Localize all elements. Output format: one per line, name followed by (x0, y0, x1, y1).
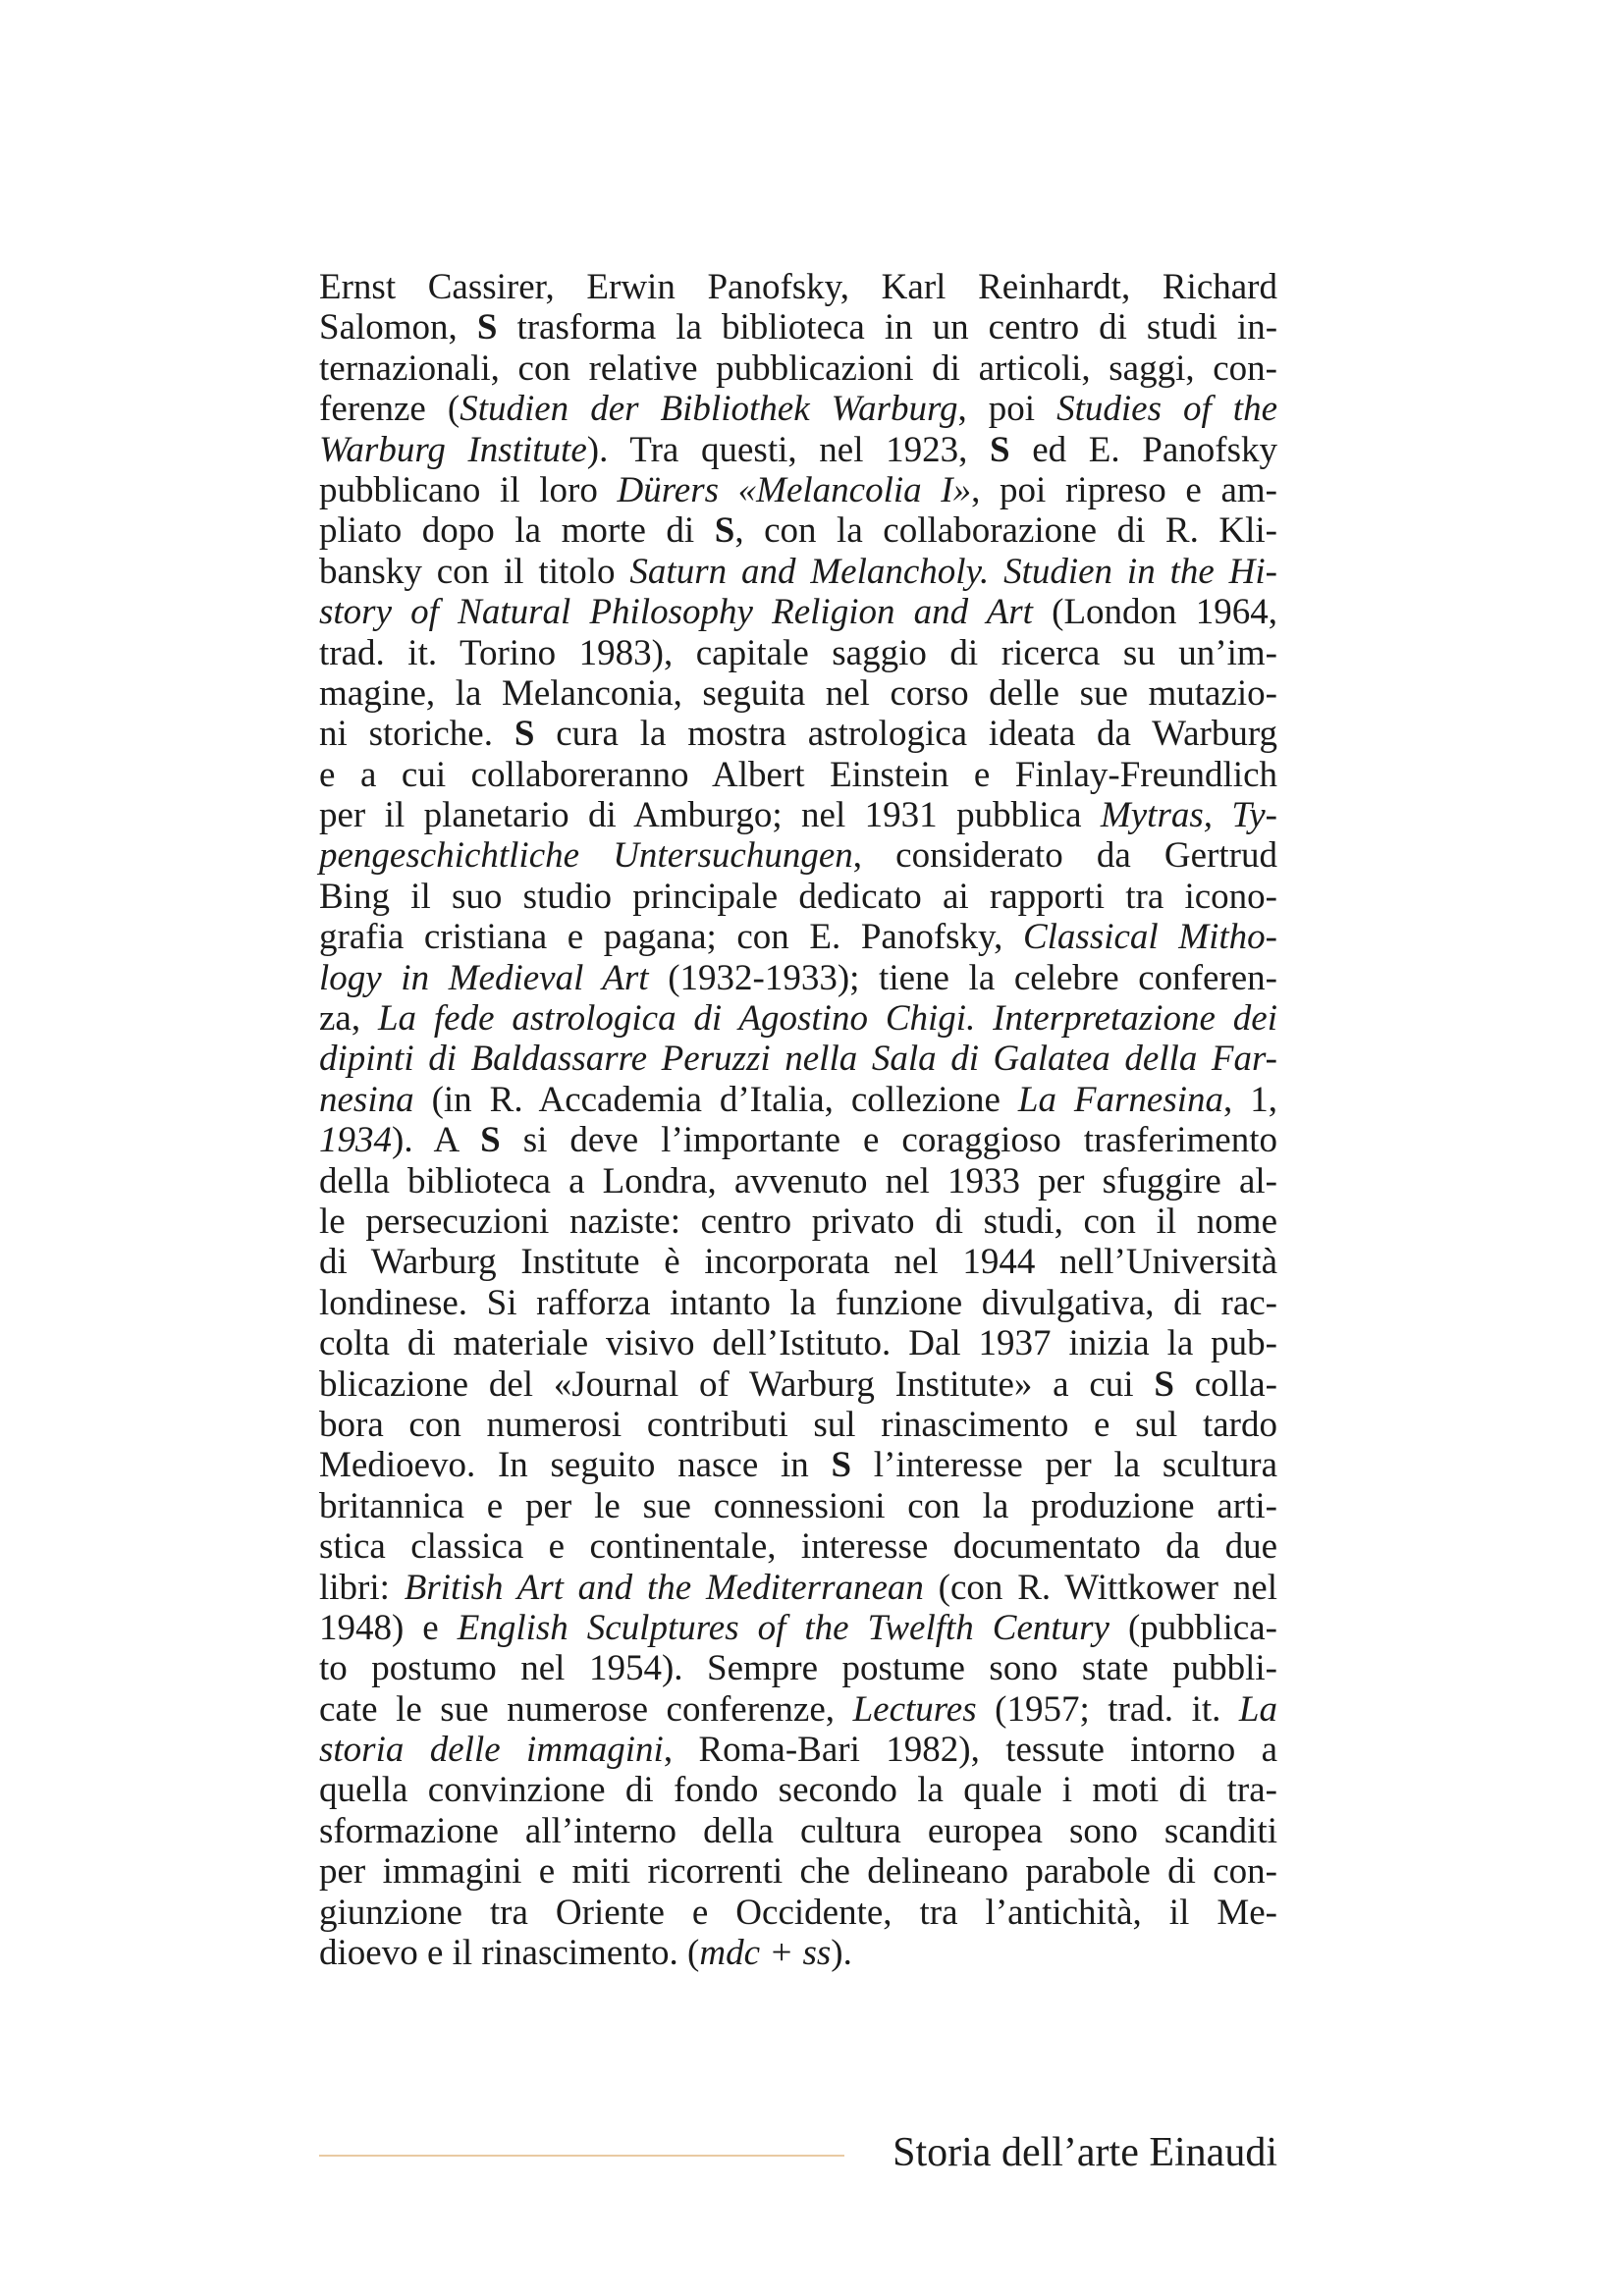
text-segment: , con la collaborazione di R. Kli- (734, 510, 1277, 552)
text-line (319, 633, 1277, 673)
text-line (319, 755, 1277, 795)
text-segment: (in R. Accademia d’Italia, collezione (413, 1079, 1018, 1120)
text-segment: , Roma-Bari 1982), tessute intorno a (663, 1730, 1278, 1771)
italic-text: pengeschichtliche Untersuchungen (319, 835, 853, 877)
text-line (319, 348, 1277, 389)
text-line (319, 1689, 1277, 1730)
text-line (319, 1933, 1277, 1973)
text-segment: ). A (392, 1120, 481, 1161)
text-line (319, 835, 1277, 876)
text-line (319, 1445, 1277, 1485)
text-segment: ni storiche. (319, 714, 514, 755)
text-segment: si deve l’importante e coraggioso trasferimento (500, 1120, 1277, 1161)
text-segment: giunzione tra Oriente e Occidente, tra l’antichità, il Me- (319, 1892, 1277, 1933)
italic-text: story of Natural Philosophy Religion and Art (319, 592, 1033, 633)
text-segment: , considerato da Gertrud (852, 835, 1277, 877)
text-line (319, 958, 1277, 998)
text-line (319, 1893, 1277, 1933)
italic-text: Studies of the (1056, 389, 1278, 430)
footer-title: Storia dell’arte Einaudi (893, 2130, 1277, 2175)
text-line (319, 1120, 1277, 1160)
text-segment: di Warburg Institute è incorporata nel 1944 nell’Università (319, 1242, 1277, 1283)
text-line (319, 592, 1277, 632)
text-line (319, 1201, 1277, 1242)
text-segment: , poi (957, 389, 1057, 430)
text-segment: dioevo e il rinascimento. ( (319, 1933, 700, 1974)
text-line (319, 470, 1277, 510)
text-segment: della biblioteca a Londra, avvenuto nel 1933 per sfuggire al- (319, 1160, 1277, 1201)
italic-text: British Art and the Mediterranean (404, 1567, 924, 1608)
text-line (319, 1648, 1277, 1688)
text-segment: (con R. Wittkower nel (923, 1567, 1277, 1608)
text-line (319, 1770, 1277, 1810)
italic-text: Saturn and Melancholy. Studien in the Hi- (629, 551, 1277, 592)
text-segment: stica classica e continentale, interesse documentato da due (319, 1526, 1277, 1568)
bold-text: S (990, 429, 1010, 470)
text-line (319, 1851, 1277, 1892)
text-segment: l’interesse per la scultura (851, 1445, 1277, 1486)
text-segment: (pubblica- (1109, 1607, 1277, 1648)
italic-text: Dürers «Melancolia I» (617, 469, 972, 510)
text-line (319, 1730, 1277, 1770)
text-segment: trasforma la biblioteca in un centro di studi in- (497, 307, 1278, 348)
italic-text: Studien der Bibliothek Warburg (460, 389, 958, 430)
text-segment: sformazione all’interno della cultura europea sono scanditi (319, 1810, 1277, 1851)
text-segment: Salomon, (319, 307, 477, 348)
text-line (319, 1323, 1277, 1363)
text-segment: 1948) e (319, 1607, 458, 1648)
text-segment: libri: (319, 1567, 405, 1608)
text-segment: Ernst Cassirer, Erwin Panofsky, Karl Reinhardt, Richard (319, 267, 1277, 307)
text-line (319, 267, 1277, 307)
text-line (319, 510, 1277, 551)
text-segment: Medioevo. In seguito nasce in (319, 1445, 832, 1486)
text-segment: pliato dopo la morte di (319, 510, 715, 552)
text-segment: za, (319, 998, 378, 1040)
text-segment: ). (831, 1933, 852, 1974)
text-line (319, 1568, 1277, 1608)
text-segment: bansky con il titolo (319, 551, 630, 592)
text-line (319, 714, 1277, 754)
text-segment: ed E. Panofsky (1009, 429, 1277, 470)
text-line (319, 1608, 1277, 1648)
italic-text: Lectures (852, 1688, 977, 1730)
text-segment: to postumo nel 1954). Sempre postume sono state pubbli- (319, 1648, 1277, 1689)
text-line (319, 430, 1277, 470)
text-line (319, 877, 1277, 917)
text-line (319, 1161, 1277, 1201)
italic-text: La (1238, 1688, 1277, 1730)
text-segment: (1932-1933); tiene la celebre conferen- (648, 957, 1277, 998)
text-segment: cate le sue numerose conferenze, (319, 1688, 853, 1730)
text-segment: Bing il suo studio principale dedicato ai rapporti tra icono- (319, 876, 1277, 917)
text-segment: ferenze ( (319, 389, 460, 430)
text-line (319, 552, 1277, 592)
text-line (319, 1283, 1277, 1323)
text-line (319, 795, 1277, 835)
text-segment: colla- (1173, 1363, 1277, 1405)
text-line (319, 1242, 1277, 1282)
text-segment: bora con numerosi contributi sul rinascimento e sul tardo (319, 1404, 1277, 1445)
italic-text: logy in Medieval Art (319, 957, 649, 998)
text-segment: per il planetario di Amburgo; nel 1931 pubblica (319, 795, 1101, 836)
body-text (319, 267, 1277, 1973)
text-line (319, 1039, 1277, 1079)
text-segment: quella convinzione di fondo secondo la quale i moti di tra- (319, 1770, 1277, 1811)
text-segment: blicazione del «Journal of Warburg Institute» a cui (319, 1363, 1155, 1405)
text-segment: le persecuzioni naziste: centro privato di studi, con il nome (319, 1201, 1277, 1242)
italic-text: Mytras, Ty- (1100, 795, 1277, 836)
text-line (319, 1811, 1277, 1851)
italic-text: La Farnesina (1017, 1079, 1224, 1120)
footer-rule (319, 2155, 844, 2157)
italic-text: mdc + ss (699, 1933, 832, 1974)
italic-text: Warburg Institute (319, 429, 587, 470)
text-line (319, 1364, 1277, 1405)
bold-text: S (480, 1120, 501, 1161)
text-segment: , poi ripreso e am- (971, 469, 1277, 510)
italic-text: La fede astrologica di Agostino Chigi. Interpretazione dei (377, 998, 1277, 1040)
text-line (319, 1486, 1277, 1526)
text-segment: grafia cristiana e pagana; con E. Panofsky, (319, 917, 1023, 958)
text-line (319, 307, 1277, 347)
text-segment: britannica e per le sue connessioni con la produzione arti- (319, 1485, 1277, 1526)
italic-text: nesina (319, 1079, 414, 1120)
text-segment: per immagini e miti ricorrenti che delineano parabole di con- (319, 1851, 1277, 1893)
bold-text: S (476, 307, 498, 348)
italic-text: dipinti di Baldassarre Peruzzi nella Sala di Galatea della Far- (319, 1039, 1277, 1080)
text-line (319, 1526, 1277, 1567)
italic-text: 1934 (319, 1120, 392, 1161)
text-segment: ternazionali, con relative pubblicazioni di articoli, saggi, con- (319, 347, 1277, 389)
italic-text: English Sculptures of the Twelfth Century (457, 1607, 1109, 1648)
bold-text: S (831, 1445, 852, 1486)
text-segment: londinese. Si rafforza intanto la funzione divulgativa, di rac- (319, 1282, 1277, 1323)
text-line (319, 1080, 1277, 1120)
text-segment: trad. it. Torino 1983), capitale saggio di ricerca su un’im- (319, 632, 1277, 673)
bold-text: S (1154, 1363, 1174, 1405)
bold-text: S (714, 510, 735, 552)
text-segment: (1957; trad. it. (976, 1688, 1239, 1730)
text-line (319, 389, 1277, 429)
text-segment: cura la mostra astrologica ideata da Warburg (534, 714, 1277, 755)
bold-text: S (514, 714, 535, 755)
text-segment: ). Tra questi, nel 1923, (586, 429, 990, 470)
text-segment: magine, la Melanconia, seguita nel corso delle sue mutazio- (319, 672, 1277, 714)
text-line (319, 1405, 1277, 1445)
text-line (319, 998, 1277, 1039)
text-segment: e a cui collaboreranno Albert Einstein e Finlay-Freundlich (319, 754, 1277, 795)
italic-text: storia delle immagini (319, 1730, 664, 1771)
text-segment: (London 1964, (1032, 592, 1277, 633)
text-segment: pubblicano il loro (319, 469, 618, 510)
text-segment: colta di materiale visivo dell’Istituto. Dal 1937 inizia la pub- (319, 1323, 1277, 1364)
text-line (319, 673, 1277, 714)
text-line (319, 917, 1277, 957)
italic-text: Classical Mitho- (1022, 917, 1277, 958)
text-segment: , 1, (1223, 1079, 1277, 1120)
